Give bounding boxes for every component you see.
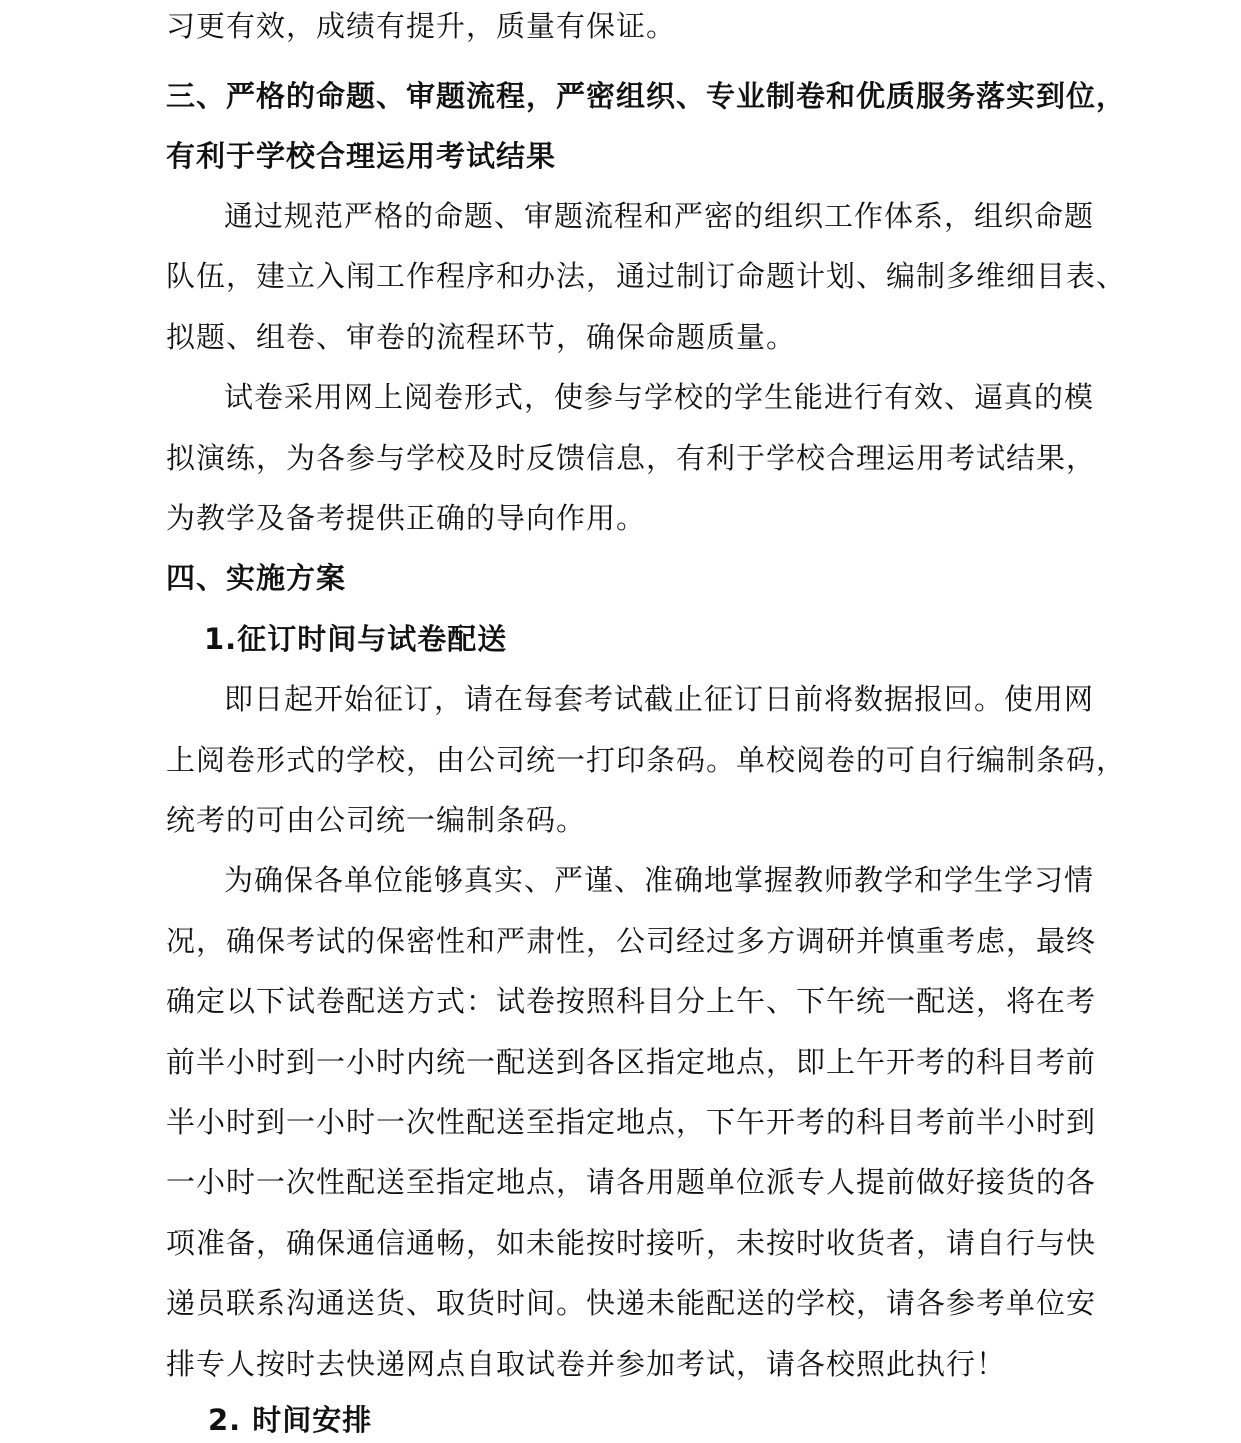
- paragraph-line: 为确保各单位能够真实、严谨、准确地掌握教师教学和学生学习情: [224, 863, 1095, 897]
- paragraph-line: 拟演练，为各参与学校及时反馈信息，有利于学校合理运用考试结果，: [166, 441, 1097, 475]
- paragraph-line: 上阅卷形式的学校，由公司统一打印条码。单校阅卷的可自行编制条码，: [166, 743, 1127, 777]
- subsection-heading-2: 2. 时间安排: [208, 1403, 373, 1437]
- paragraph-line: 一小时一次性配送至指定地点，请各用题单位派专人提前做好接货的各: [166, 1165, 1097, 1199]
- paragraph-line: 拟题、组卷、审卷的流程环节，确保命题质量。: [166, 320, 797, 354]
- paragraph-line: 递员联系沟通送货、取货时间。快递未能配送的学校，请各参考单位安: [166, 1286, 1097, 1320]
- section-heading-4: 四、实施方案: [166, 561, 347, 595]
- paragraph-line: 通过规范严格的命题、审题流程和严密的组织工作体系，组织命题: [224, 199, 1095, 233]
- paragraph-line: 习更有效，成绩有提升，质量有保证。: [166, 9, 677, 43]
- paragraph-line: 试卷采用网上阅卷形式，使参与学校的学生能进行有效、逼真的模: [224, 380, 1095, 414]
- paragraph-line: 排专人按时去快递网点自取试卷并参加考试，请各校照此执行！: [166, 1347, 1007, 1381]
- paragraph-line: 统考的可由公司统一编制条码。: [166, 803, 587, 837]
- paragraph-line: 前半小时到一小时内统一配送到各区指定地点，即上午开考的科目考前: [166, 1045, 1097, 1079]
- paragraph-line: 为教学及备考提供正确的导向作用。: [166, 501, 647, 535]
- paragraph-line: 况，确保考试的保密性和严肃性，公司经过多方调研并慎重考虑，最终: [166, 924, 1097, 958]
- paragraph-line: 队伍，建立入闱工作程序和办法，通过制订命题计划、编制多维细目表、: [166, 259, 1127, 293]
- paragraph-line: 项准备，确保通信通畅，如未能按时接听，未按时收货者，请自行与快: [166, 1226, 1097, 1260]
- paragraph-line: 确定以下试卷配送方式：试卷按照科目分上午、下午统一配送，将在考: [166, 984, 1097, 1018]
- paragraph-line: 即日起开始征订，请在每套考试截止征订日前将数据报回。使用网: [224, 682, 1095, 716]
- subsection-heading-1: 1.征订时间与试卷配送: [204, 622, 508, 656]
- section-heading-3-cont: 有利于学校合理运用考试结果: [166, 139, 557, 173]
- section-heading-3: 三、严格的命题、审题流程，严密组织、专业制卷和优质服务落实到位，: [166, 79, 1127, 113]
- paragraph-line: 半小时到一小时一次性配送至指定地点，下午开考的科目考前半小时到: [166, 1105, 1097, 1139]
